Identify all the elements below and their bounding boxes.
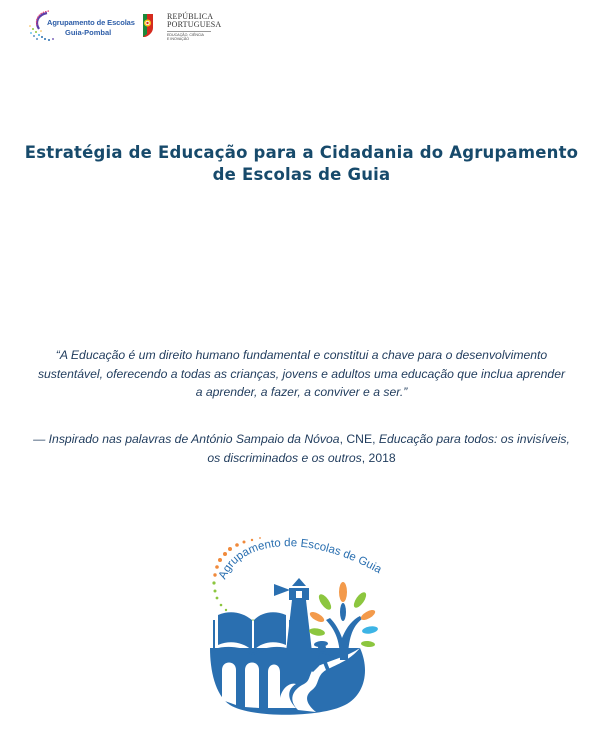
svg-text:Agrupamento de Escolas de Guia: Agrupamento de Escolas de Guia [216,537,384,582]
school-logo-location: Guia-Pombal [65,28,112,37]
government-name: REPÚBLICA PORTUGUESA [167,12,222,29]
attribution-work-cont: os discriminados e os outros [207,450,362,465]
ministry-name: EDUCAÇÃO, CIÊNCIA E INOVAÇÃO [167,33,204,42]
school-logo-name: Agrupamento de Escolas [47,18,135,27]
school-group-logo [27,9,135,43]
republica-portuguesa-logo [141,11,221,43]
school-logo-book-lighthouse-tree-icon [200,520,400,720]
divider [167,31,211,32]
attribution-author: — Inspirado nas palavras de António Sampaio da Nóvoa [33,432,340,446]
attribution-org: , CNE, [339,432,379,446]
epigraph-quote: “A Educação é um direito humano fundamental e constitui a chave para o desenvolvimento sustentável, oferecendo a todas as crianças, jovens e adultos uma educação que inclua aprender a aprender, a fazer, a conviver e a ser.” [37,348,566,399]
portuguese-flag-emblem-icon [141,12,155,38]
attribution-work: Educação para todos: os invisíveis, [378,432,570,446]
attribution-year: , 2018 [361,450,396,465]
school-main-logo [200,520,400,720]
quote-attribution [20,430,583,467]
document-title: Estratégia de Educação para a Cidadania do Agrupamento de Escolas de Guia [24,143,579,184]
page-header [0,0,603,50]
